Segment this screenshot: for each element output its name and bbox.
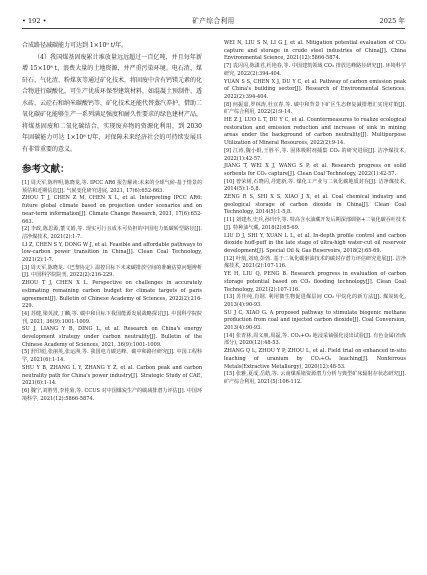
reference-entry: SHU Y B, ZHANG L Y, ZHANG Y Z, et al. Carbon peak and carbon neutrality path for China's power industry[J]. Strategic Study of CAE, 2021(6):1-14.	[22, 364, 202, 387]
reference-entry: [12] 叶航,刘琦,彭勃. 基于二氧化碳驱油技术的碳封存潜力评估研究进展[J]. 洁净煤技术, 2021(2):107-116.	[224, 255, 406, 270]
reference-entry: [7] 袁闪闪,陈潇君,杜艳春,等. 中国建筑领域 CO₂ 排放达峰路径研究[J]. 环境科学研究, 2022(2):394-404.	[224, 63, 406, 77]
reference-entry: [9] 江涛,魏小娟,王胜平,等. 固体吸附剂捕集 CO₂ 的研究进展[J]. 洁净煤技术, 2022(1):42-57.	[224, 147, 406, 162]
reference-entry: SU J, LIANG Y B, DING L, et al. Research on China's energy development strategy under carbon neutrality[J]. Bulletin of the Chinese Academy of Sciences, 2021, 36(9):1001-1009.	[22, 326, 202, 348]
reference-entry: [2] 李政,陈思源,董文娟,等. 现实可行且成本可负担的中国电力低碳转型路径[J]. 洁净煤技术, 2021(2):1-7.	[22, 226, 202, 240]
reference-entry: LIU D J, SHI Y, XUAN L L, et al. In-depth profile control and carbon dioxide huff-puff in the late stage of ultra-high water-cut oil reservoir development[J]. Special Oil & Gas Reservoirs, 2018(2):65-69.	[224, 232, 406, 254]
reference-entry: [8] 何振嘉,罗林涛,杜宜春,等. 碳中和背景下矿区生态修复减排增汇实现对策[J]. 矿产综合利用, 2022(2):9-14.	[224, 101, 406, 116]
reference-entry: JIANG T, WEI X J, WANG S P, et al. Research progress on solid sorbents for CO₂ capture[J]. Clean Coal Technology, 2022(1):42-57.	[224, 163, 406, 177]
reference-entry: [5] 舒印彪,张丽英,张运洲,等. 我国电力碳达峰、碳中和路径研究[J]. 中国工程科学, 2021(6):1-14.	[22, 349, 202, 364]
page-header	[22, 14, 405, 29]
right-column	[224, 40, 406, 387]
reference-entry: YUAN S S, CHEN X J, DU Y C, et al. Pathway of carbon emission peak of China's building sector[J]. Research of Environmental Sciences, 2022(2):394-404.	[224, 78, 406, 100]
left-column	[22, 40, 202, 403]
body-paragraph: 合成路径减碳能力可达到 1×10⁹ t/年。	[22, 42, 128, 49]
reference-entry: [10] 曾荣树,石晓闪,丹建新,等. 煤化工产业与二氧化碳地质封存[J]. 洁净煤技术, 2014(5):1-5,8.	[224, 178, 406, 193]
publication-year: 2025 年	[379, 17, 405, 25]
reference-entry: YE H, LIU Q, PENG B. Research progress in evaluation of carbon storage potential based on CO₂ flooding technology[J]. Clean Coal Technology, 2021(2):107-116.	[224, 271, 406, 293]
reference-entry: [1] 周天军,陈梓明,陈晓龙,等. IPCC AR6 报告解读:未来的全球气候-基于情景的预估和近期信息[J]. 气候变化研究进展, 2021, 17(6):652-663.	[22, 180, 202, 194]
reference-entry: LI Z, CHEN S Y, DONG W J, et al. Feasible and affordable pathways to low-carbon power transition in China[J]. Clean Coal Technology, 2021(2):1-7.	[22, 241, 202, 264]
reference-entry: [13] 苏佳纯,肖钢. 利用微生物促进煤层间 CO₂ 甲烷化的新方法[J]. 煤炭转化, 2013(4):90-93.	[224, 294, 406, 308]
journal-title: 矿产综合利用	[192, 17, 235, 25]
reference-entry: ZENG R S, SHI X S, XIAO J X, et al. Coal chemical industry and geological storage of carbon dioxide in China[J]. Clean Coal Technology, 2014(5):1-5,8.	[224, 194, 406, 216]
page-number: • 192 •	[22, 17, 47, 25]
reference-entry: [3] 周天军,陈晓龙.《巴黎协定》温控目标下未来碳排放空间的准确估算问题辨析[J]. 中国科学院院刊, 2022(2):216-229.	[22, 264, 202, 279]
references-heading: 参考文献：	[22, 164, 70, 175]
reference-entry: [6] 魏宁,刘胜男,李桂菊,等. CCUS 对中国煤炭生产的碳减排潜力评估[J]. 中国环境科学, 2021(12):5866-5874.	[22, 387, 202, 402]
reference-entry: [15] 张雅,夏成,岳皓,等. 云南煤系锗资源潜力分析与典型矿床辐射存状态研究[J]. 矿产综合利用, 2021(5):106-112.	[224, 371, 406, 385]
reference-entry: HE Z J, LUO L T, DU Y C, et al. Countermeasures to realize ecological restoration and emission reduction and increase of sink in mining areas under the background of carbon neutrality[J]. Multipurpose Utilization of Mineral Resources, 2022(2):9-14.	[224, 117, 406, 147]
reference-entry: SU J C, XIAO G. A proposed pathway to stimulate biogenic methane production from coal and injected carbon dioxide[J]. Coal Conversion, 2013(4):90-93.	[224, 309, 406, 332]
reference-entry: ZHOU T J, CHEN Z M, CHEN X L, et al. Interpreting IPCC AR6: future global climate based on projection under scenarios and on near-term information[J]. Climate Change Research, 2021, 17(6):652-663.	[22, 195, 202, 225]
reference-entry: [11] 刘建杰,史兵,孙玲玲,等. 特高含水油藏开发后期深部调驱+二氧化碳吞吐技术[J]. 特种油气藏, 2018(2):65-69.	[224, 217, 406, 231]
reference-entry: ZHOU T J, CHEN X L. Perspective on challenges in accurately estimating remaining carbon budget for climate targets of paris agreement[J]. Bulletin of Chinese Academy of Sciences, 2022(2):216-229.	[22, 280, 202, 310]
reference-entry: [14] 张青林,周义朋,周磊,等. CO₂+O₂ 地浸采铀强化浸出试验[J]. 有色金属(冶炼部分), 2020(12):48-53.	[224, 332, 406, 347]
reference-entry: WEI N, LIU S N, LI G J, et al. Mitigation potential evaluation of CO₂ capture and storage in crude steel industries of China[J]. China Environmental Science, 2021(12):5866-5874.	[224, 40, 406, 62]
reference-entry: [4] 苏健,梁英波,丁麟,等. 碳中和目标下我国能源发展战略探讨[J]. 中国科学院院刊, 2021, 36(9):1001-1009.	[22, 310, 202, 325]
reference-entry: ZHANG Q L, ZHOU Y P, ZHOU L, et al. Field trial on enhanced in-situ leaching of uranium by CO₂+O₂ leaching[J]. Nonferrous Metals(Extractive Metallurgy), 2020(12):48-53.	[224, 348, 406, 370]
body-paragraph: （4）我国煤基固废累计堆放量远远超过一百亿吨，并且每年新增 15×10⁸ t，浪费大量的土地资源，并严重污染环境。电石渣、煤矸石、气化渣、粉煤灰等通过矿化技术，将固废中含有钙镁元素的化合物进行碳酸化，可生产优质环保型建筑材料，如混凝土预制件、透水砖、云砼石和纳米碳酸钙等，矿化技术还能代替蒸汽养护，借助二氧化碳矿化能够生产一系列满足强度和耐久性要求的绿色建材产品，将煤基固废和二氧化碳结合，实现废弃物的资源化利用，到 2030 年固碳能力可达 1×10⁸ t/年，对保障未来经济社会的可持续发展具有非常重要的意义。	[22, 53, 203, 153]
